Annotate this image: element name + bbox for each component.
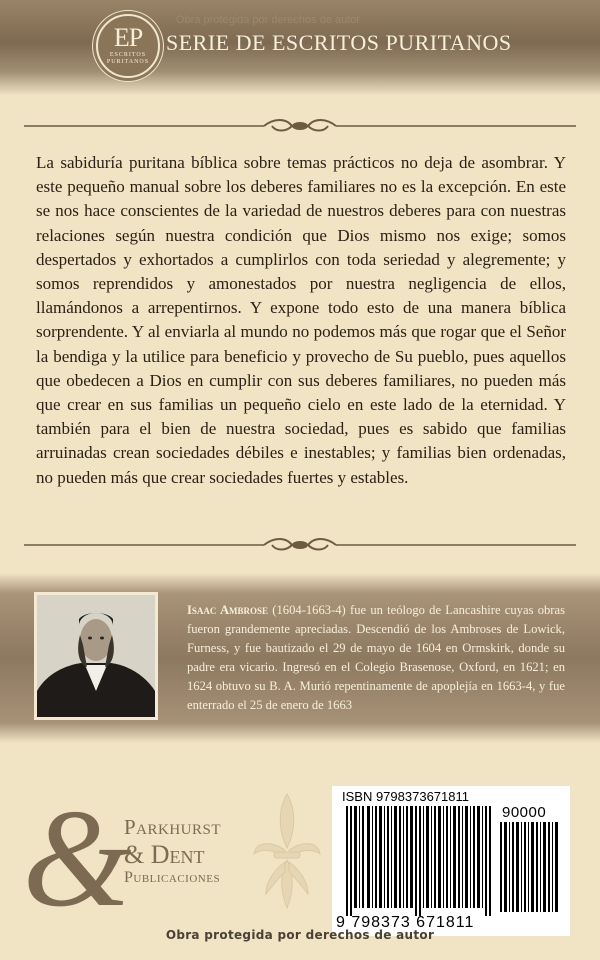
- barcode-bars: [346, 806, 494, 916]
- svg-text:&: &: [22, 793, 132, 918]
- logo-subtext: ESCRITOS PURITANOS: [106, 52, 150, 65]
- bottom-ornament-divider: [24, 535, 576, 555]
- logo-letters: EP: [113, 23, 143, 52]
- series-title: SERIE DE ESCRITOS PURITANOS: [166, 30, 512, 55]
- price-code: 90000: [502, 804, 547, 821]
- author-portrait: [34, 592, 158, 720]
- header-band: [0, 0, 600, 95]
- isbn-label: ISBN 9798373671811: [342, 789, 469, 804]
- fleur-de-lis-icon: [252, 790, 322, 912]
- addon-barcode-bars: [500, 822, 560, 912]
- series-logo: [96, 14, 160, 78]
- top-ornament-divider: [24, 116, 576, 136]
- faded-watermark: Obra protegida por derechos de autor: [176, 14, 361, 26]
- publisher-name-line1: Parkhurst: [124, 815, 222, 839]
- ampersand-logo: [22, 793, 132, 918]
- barcode-digits: 9 798373 671811: [336, 914, 475, 931]
- isbn-barcode: [332, 786, 570, 936]
- book-description: La sabiduría puritana bíblica sobre temas prácticos no deja de asombrar. Y este pequeño manual sobre los deberes familiares no es la excepción. En este se nos hace conscientes de la variedad de nuestros deberes para con nuestras relaciones según nuestra condición que Dios mismo nos exige; somos despertados y exhortados a cumplirlos con toda seriedad y alegremente; y somos reprendidos y amonestados por nuestra negligencia de ellos, llamándonos a arrepentirnos. Y expone todo esto de una manera bíblica sorprendente. Y al enviarla al mundo no podemos más que rogar que el Señor la bendiga y la utilice para beneficio y provecho de Su pueblo, pues aquellos que obedecen a Dios en cumplir con sus deberes familiares, no pueden más que crear en sus familias un pequeño cielo en este lado de la eternidad. Y también para el bien de nuestra sociedad, pues es sabido que familias arruinadas crean sociedades débiles e inestables; y familias bien ordenadas, no pueden más que crear sociedades fuertes y estables.: [36, 153, 566, 487]
- footer-watermark: Obra protegida por derechos de autor: [165, 928, 435, 942]
- author-bio-text: (1604-1663-4) fue un teólogo de Lancashire cuyas obras fueron grandemente apreciadas. Descendió de los Ambroses de Lowick, Furness, y fue bautizado el 29 de mayo de 1604 en Ormskirk, donde su padre era vicario. Ingresó en el Colegio Brasenose, Oxford, en 1621; en 1624 obtuvo su B. A. Murió repentinamente de apoplejía en 1663-4, y fue enterrado el 25 de enero de 1663: [187, 603, 565, 712]
- author-bio: [187, 601, 565, 714]
- author-name: Isaac Ambrose: [187, 603, 269, 617]
- publisher-name-line3: Publicaciones: [124, 869, 221, 886]
- publisher-name-line2: & Dent: [124, 840, 205, 869]
